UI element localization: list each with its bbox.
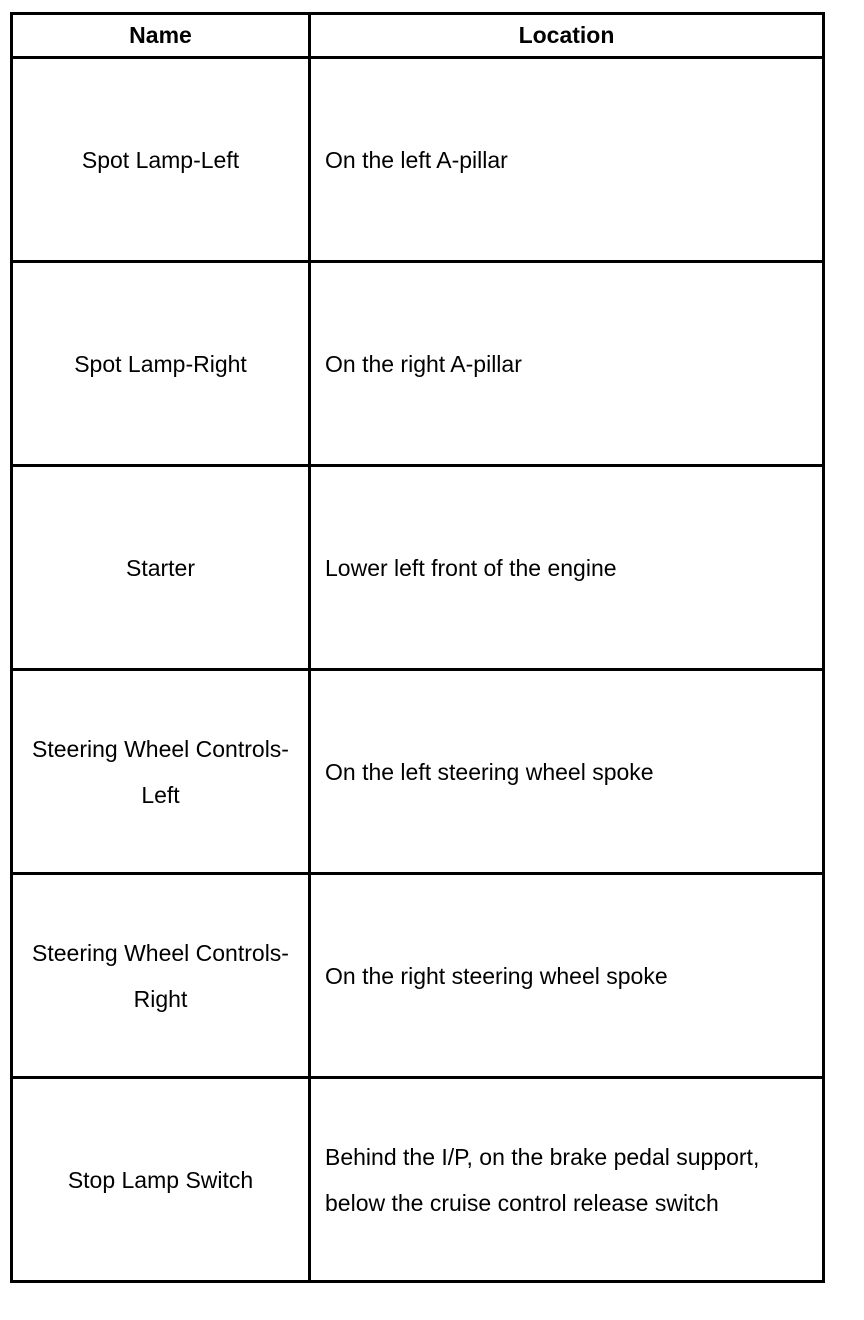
component-location: Behind the I/P, on the brake pedal support, below the cruise control release switch xyxy=(310,1078,824,1282)
component-name: Stop Lamp Switch xyxy=(12,1078,310,1282)
table-row xyxy=(12,670,824,874)
component-name: Steering Wheel Controls-Right xyxy=(12,874,310,1078)
table-row xyxy=(12,466,824,670)
component-location: On the right steering wheel spoke xyxy=(310,874,824,1078)
component-name: Spot Lamp-Left xyxy=(12,58,310,262)
table-row xyxy=(12,874,824,1078)
table-row xyxy=(12,1078,824,1282)
component-name: Starter xyxy=(12,466,310,670)
table-row xyxy=(12,262,824,466)
column-header-name: Name xyxy=(12,14,310,58)
table-row xyxy=(12,58,824,262)
component-location: On the left A-pillar xyxy=(310,58,824,262)
component-name: Steering Wheel Controls-Left xyxy=(12,670,310,874)
component-location-table xyxy=(10,12,825,1283)
component-location: Lower left front of the engine xyxy=(310,466,824,670)
component-name: Spot Lamp-Right xyxy=(12,262,310,466)
table-header-row xyxy=(12,14,824,58)
component-location: On the right A-pillar xyxy=(310,262,824,466)
component-location: On the left steering wheel spoke xyxy=(310,670,824,874)
column-header-location: Location xyxy=(310,14,824,58)
